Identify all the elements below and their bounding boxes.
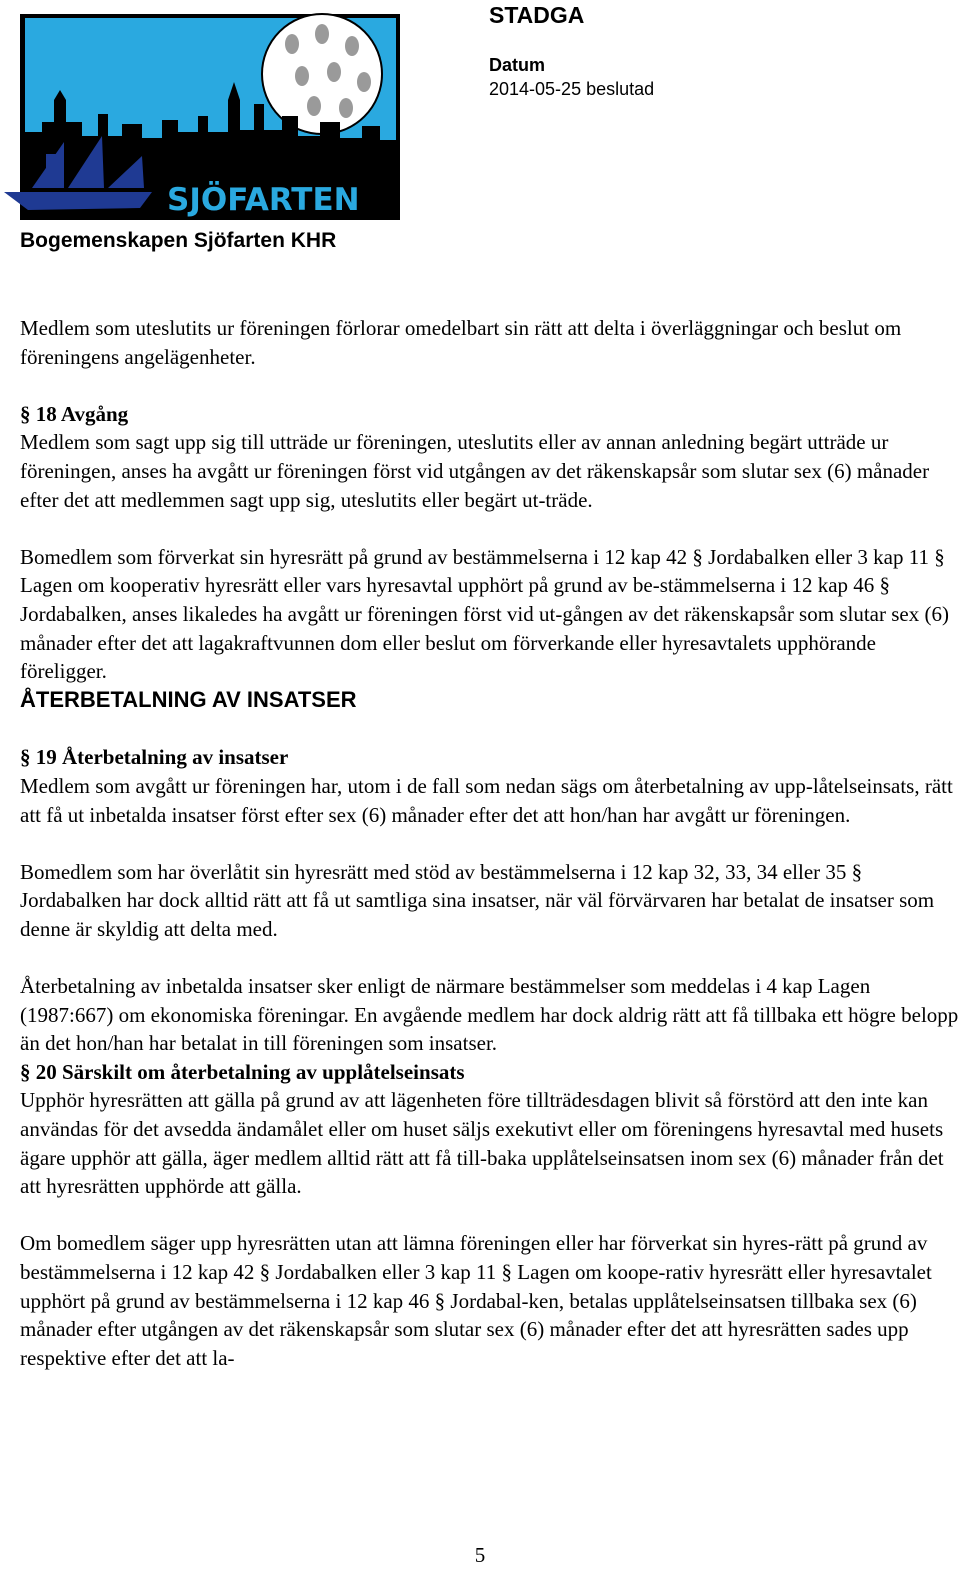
section-title: § 19 Återbetalning av insatser — [20, 745, 289, 770]
logo-graphic — [2, 4, 406, 222]
paragraph: Återbetalning av inbetalda insatser sker enligt de närmare bestämmelser som meddelas i 4 kap Lagen (1987:667) om ekonomiska föreningar. En avgående medlem har dock aldrig rätt att få tillbaka ett högre belopp än det hon/han har betalat in till föreningen som insatser. — [20, 974, 959, 1056]
section-title: § 18 Avgång — [20, 401, 129, 426]
section-18 — [20, 400, 960, 686]
date-value: 2014-05-25 beslutad — [489, 79, 655, 99]
chapter-heading: ÅTERBETALNING AV INSATSER — [20, 686, 357, 712]
paragraph: Medlem som avgått ur föreningen har, utom i de fall som nedan sägs om återbetalning av upp-låtelseinsats, rätt att få ut inbetalda insatser först efter sex (6) månader efter det att hon/han har avgått ur föreningen. — [20, 773, 953, 827]
sjofarten-logo — [2, 4, 406, 222]
document-body — [20, 314, 960, 1372]
section-19 — [20, 743, 960, 1058]
organization-name: Bogemenskapen Sjöfarten KHR — [20, 229, 337, 252]
section-20 — [20, 1058, 960, 1373]
document-type: STADGA — [489, 2, 585, 28]
paragraph: Om bomedlem säger upp hyresrätten utan att lämna föreningen eller har förverkat sin hyres-rätt på grund av bestämmelserna i 12 kap 42 § Jordabalken eller 3 kap 11 § Lagen om koope-rativ hyresrätt eller hyresavtalet upphört på grund av bestämmelserna i 12 kap 46 § Jordabal-ken, betalas upplåtelseinsatsen tillbaka sex (6) månader efter utgången av det räkenskapsår som slutar sex (6) månader efter det att hyresrätten sades upp respektive efter det att la- — [20, 1231, 932, 1370]
page-number: 5 — [474, 1543, 486, 1567]
paragraph: Upphör hyresrätten att gälla på grund av att lägenheten före tillträdesdagen blivit så förstörd att den inte kan användas för det avsedda ändamålet eller om huset säljs exekutivt eller om föreningens hyresavtal med husets ägare upphör att gälla, äger medlem alltid rätt att få till-baka upplåtelseinsatsen inom sex (6) månader från det att hyresrätten upphörde att gälla. — [20, 1088, 944, 1199]
logo-wordmark: SJÖFARTEN — [167, 182, 360, 218]
paragraph: Bomedlem som har överlåtit sin hyresrätt med stöd av bestämmelserna i 12 kap 32, 33, 34 eller 35 § Jordabalken har dock alltid rätt att få ut samtliga sina insatser, när väl förvärvaren har betalat de insatser som denne är skyldig att delta med. — [20, 859, 935, 941]
date-label: Datum — [489, 55, 546, 75]
paragraph: Medlem som sagt upp sig till utträde ur föreningen, uteslutits eller av annan anledning begärt utträde ur föreningen, anses ha avgått ur föreningen först vid utgången av det räkenskapsår som slutar sex (6) månader efter det att medlemmen sagt upp sig, uteslutits eller begärt ut-träde. — [20, 430, 930, 512]
paragraph: Medlem som uteslutits ur föreningen förlorar omedelbart sin rätt att delta i överläggningar och beslut om föreningens angelägenheter. — [20, 316, 902, 369]
paragraph: Bomedlem som förverkat sin hyresrätt på grund av bestämmelserna i 12 kap 42 § Jordabalken eller 3 kap 11 § Lagen om kooperativ hyresrätt eller vars hyresavtal upphört på grund av be-stämmelserna i 12 kap 46 § Jordabalken, anses likaledes ha avgått ur föreningen först vid ut-gången av det räkenskapsår som slutar sex (6) månader efter det att lagakraftvunnen dom eller beslut om förverkande eller hyresavtalets upphörande föreligger. — [20, 544, 949, 684]
section-title: § 20 Särskilt om återbetalning av upplåtelseinsats — [20, 1059, 465, 1084]
